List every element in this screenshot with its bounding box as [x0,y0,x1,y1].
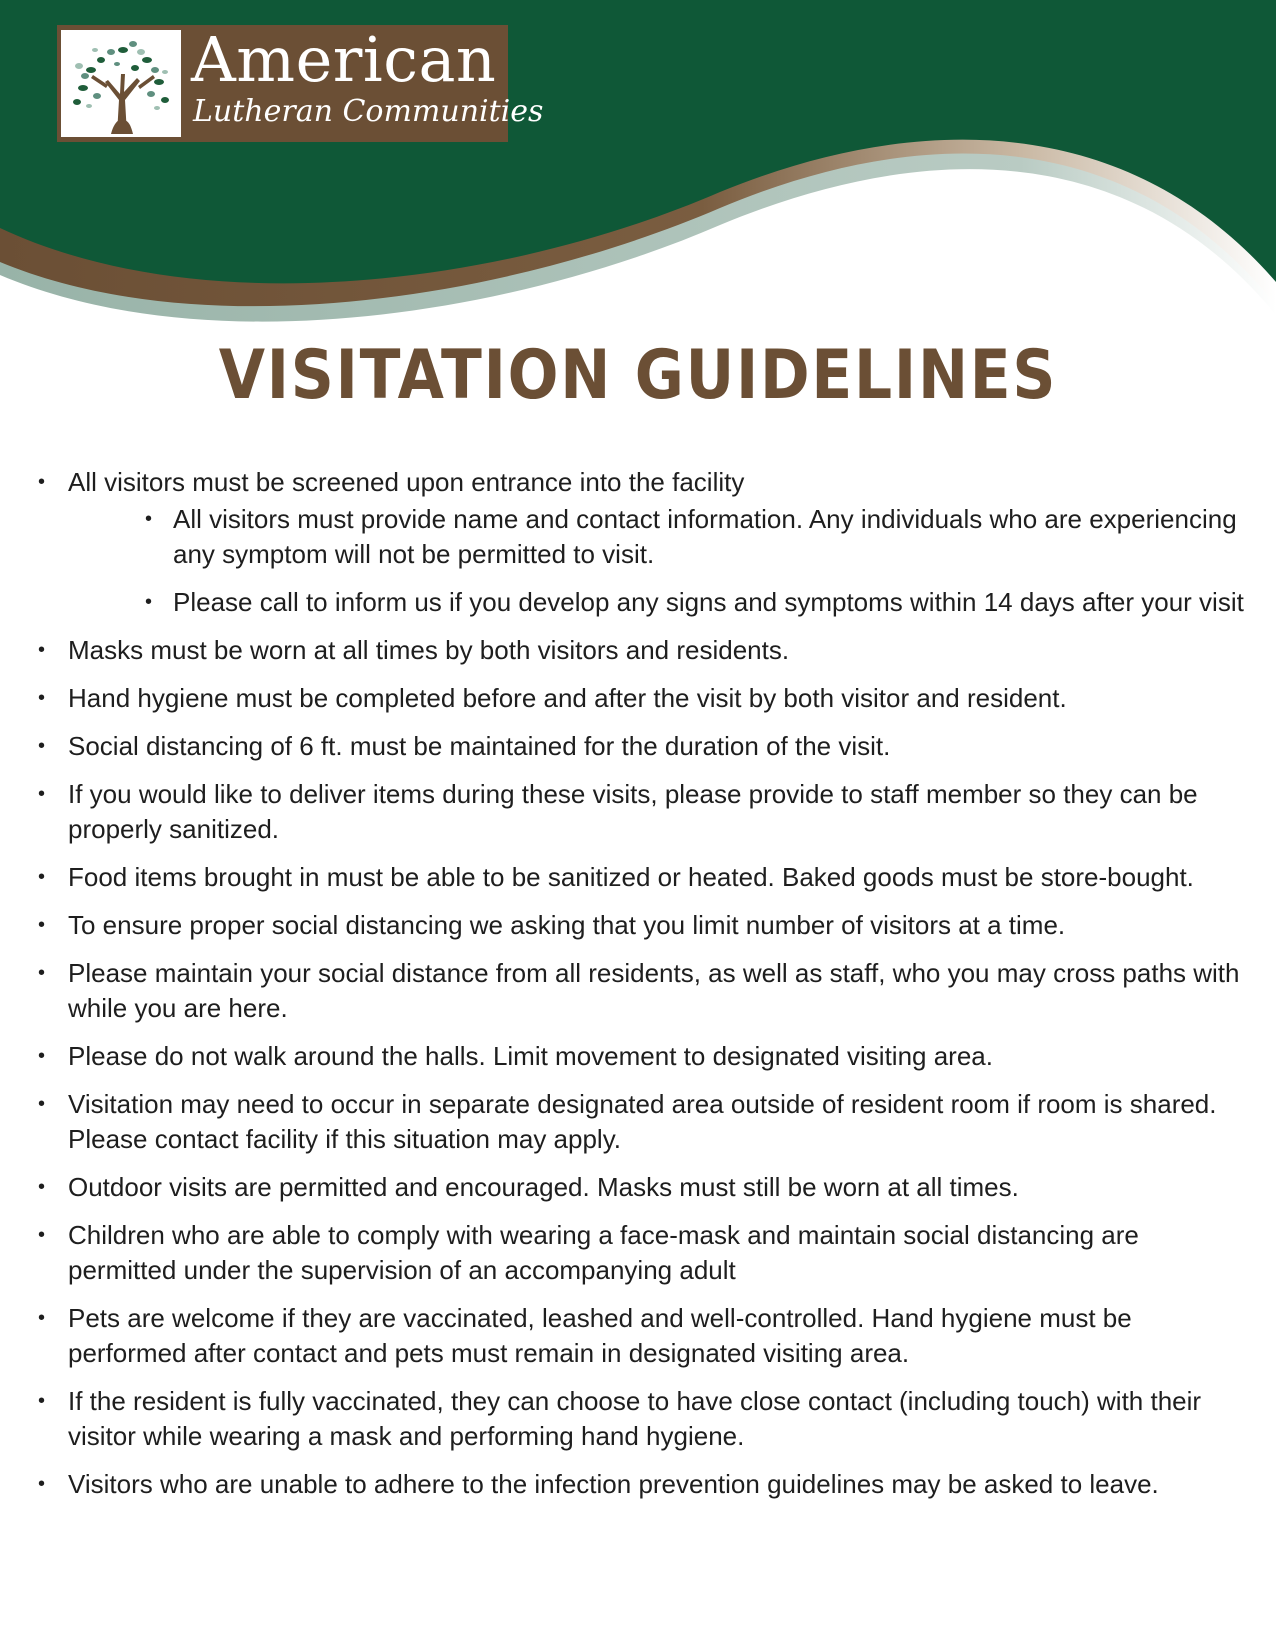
guideline-text: All visitors must be screened upon entrance into the facility [68,467,745,497]
bullet-icon: • [38,1045,46,1067]
bullet-icon: • [145,508,153,530]
guideline-text: Children who are able to comply with wearing a face-mask and maintain social distancing are permitted under the supervision of an accompanying adult [68,1220,1139,1285]
guideline-text: To ensure proper social distancing we asking that you limit number of visitors at a time. [68,910,1066,940]
guideline-text: Masks must be worn at all times by both visitors and residents. [68,635,790,665]
guideline-text: Outdoor visits are permitted and encouraged. Masks must still be worn at all times. [68,1172,1019,1202]
guideline-text: Visitors who are unable to adhere to the infection prevention guidelines may be asked to leave. [68,1469,1159,1499]
guideline-text: If you would like to deliver items during these visits, please provide to staff member so they can be properly sanitized. [68,779,1198,844]
bullet-icon: • [145,591,153,613]
bullet-icon: • [38,471,46,493]
bullet-icon: • [38,639,46,661]
guideline-item [36,729,1246,764]
bullet-icon: • [38,1176,46,1198]
guidelines-list [36,465,1246,1515]
bullet-icon: • [38,1093,46,1115]
guideline-text: Please do not walk around the halls. Limit movement to designated visiting area. [68,1041,993,1071]
bullet-icon: • [38,1307,46,1329]
bullet-icon: • [38,914,46,936]
guideline-text: Please maintain your social distance from all residents, as well as staff, who you may cross paths with while you are here. [68,958,1240,1023]
guideline-item [36,777,1246,847]
guideline-item [36,633,1246,668]
guideline-text: If the resident is fully vaccinated, they can choose to have close contact (including touch) with their visitor while wearing a mask and performing hand hygiene. [68,1386,1202,1451]
guideline-sublist [68,502,1246,620]
bullet-icon: • [38,687,46,709]
guideline-subtext: All visitors must provide name and contact information. Any individuals who are experiencing any symptom will not be permitted to visit. [173,504,1237,569]
guideline-item [36,908,1246,943]
guideline-item [36,1170,1246,1205]
guideline-subitem [143,585,1246,620]
brand-logo[interactable] [57,23,544,142]
guideline-text: Food items brought in must be able to be sanitized or heated. Baked goods must be store-bought. [68,862,1194,892]
guideline-text: Social distancing of 6 ft. must be maintained for the duration of the visit. [68,731,891,761]
guideline-item [36,681,1246,716]
bullet-icon: • [38,1390,46,1412]
page-title: VISITATION GUIDELINES [218,336,1058,415]
guideline-item [36,956,1246,1026]
guideline-item [36,1301,1246,1371]
bullet-icon: • [38,735,46,757]
brand-name: American [191,23,497,96]
guideline-item [36,1384,1246,1454]
guideline-item [36,1087,1246,1157]
guideline-item [36,465,1246,620]
guideline-item [36,1467,1246,1502]
guideline-item [36,1039,1246,1074]
guideline-text: Hand hygiene must be completed before and after the visit by both visitor and resident. [68,683,1067,713]
bullet-icon: • [38,1473,46,1495]
guideline-text: Visitation may need to occur in separate designated area outside of resident room if room is shared. Please contact facility if this situation may apply. [68,1089,1217,1154]
bullet-icon: • [38,962,46,984]
guideline-item [36,860,1246,895]
guideline-subitem [143,502,1246,572]
guideline-subtext: Please call to inform us if you develop any signs and symptoms within 14 days after your visit [173,587,1244,617]
guideline-text: Pets are welcome if they are vaccinated, leashed and well-controlled. Hand hygiene must be performed after contact and pets must remain in designated visiting area. [68,1303,1132,1368]
bullet-icon: • [38,866,46,888]
tree-logo-icon [61,30,181,137]
brand-subname: Lutheran Communities [193,94,544,129]
bullet-icon: • [38,783,46,805]
guideline-item [36,1218,1246,1288]
bullet-icon: • [38,1224,46,1246]
